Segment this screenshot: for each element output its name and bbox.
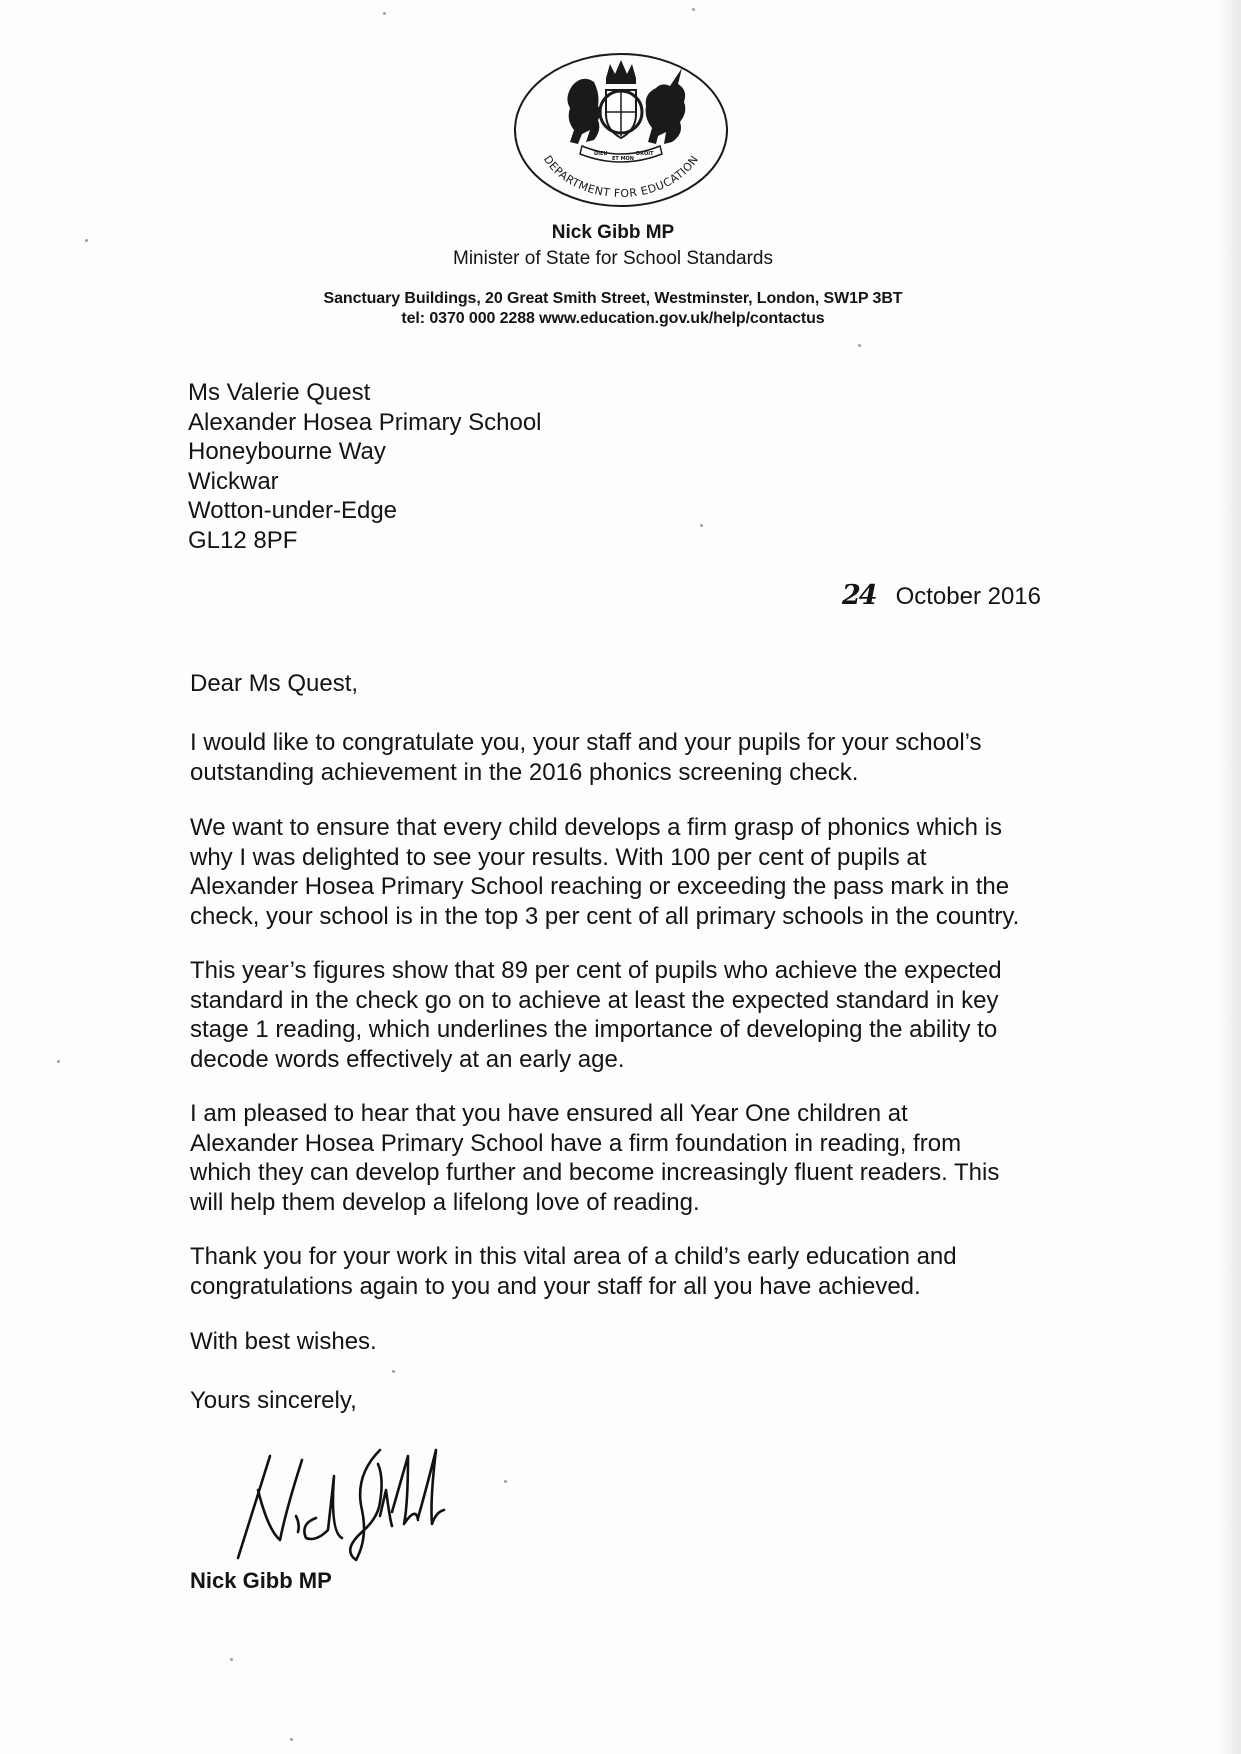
paragraph-line: will help them develop a lifelong love of reading. — [190, 1188, 700, 1216]
signature-drawing — [230, 1420, 460, 1570]
paragraph-congratulations — [190, 728, 1190, 787]
royal-coat-of-arms-icon — [512, 50, 730, 210]
handwritten-signature — [230, 1420, 460, 1570]
scan-speck — [230, 1658, 233, 1661]
paragraph-line: Alexander Hosea Primary School have a firm foundation in reading, from — [190, 1129, 962, 1157]
paragraph-line: I would like to congratulate you, your staff and your pupils for your school’s — [190, 729, 982, 756]
paragraph-line: check, your school is in the top 3 per cent of all primary schools in the country. — [190, 902, 1020, 930]
motto-right-text: DROIT — [636, 151, 654, 157]
recipient-town: Wickwar — [188, 467, 279, 495]
recipient-postcode: GL12 8PF — [188, 526, 298, 554]
paragraph-line: Alexander Hosea Primary School reaching or exceeding the pass mark in the — [190, 873, 1010, 900]
recipient-name: Ms Valerie Quest — [188, 379, 371, 406]
salutation: Dear Ms Quest, — [190, 670, 359, 697]
department-contact: tel: 0370 000 2288 www.education.gov.uk/help/contactus — [401, 310, 825, 327]
paragraph-line: outstanding achievement in the 2016 phonics screening check. — [190, 758, 859, 786]
paragraph-figures — [190, 956, 1190, 1074]
paragraph-line: which they can develop further and become increasingly fluent readers. This — [190, 1159, 1000, 1186]
scan-speck — [504, 1480, 507, 1483]
department-address: Sanctuary Buildings, 20 Great Smith Street, Westminster, London, SW1P 3BT — [323, 290, 903, 307]
letter-date — [842, 580, 1041, 611]
minister-title: Minister of State for School Standards — [453, 248, 773, 269]
paragraph-line: This year’s figures show that 89 per cent of pupils who achieve the expected — [190, 957, 1002, 984]
paragraph-line: why I was delighted to see your results. With 100 per cent of pupils at — [190, 843, 927, 871]
paragraph-line: congratulations again to you and your staff for all you have achieved. — [190, 1272, 921, 1300]
recipient-school: Alexander Hosea Primary School — [188, 408, 542, 436]
minister-name: Nick Gibb MP — [551, 222, 675, 243]
scan-speck — [700, 524, 703, 527]
recipient-district: Wotton-under-Edge — [188, 497, 398, 524]
paragraph-thanks — [190, 1242, 1190, 1301]
scan-speck — [392, 1370, 395, 1373]
closing-wishes: With best wishes. — [190, 1328, 377, 1355]
paragraph-line: I am pleased to hear that you have ensured all Year One children at — [190, 1100, 908, 1127]
scan-speck — [858, 344, 861, 347]
recipient-address — [188, 378, 542, 555]
department-arc-text: DEPARTMENT FOR EDUCATION — [540, 153, 702, 201]
scan-speck — [383, 12, 386, 15]
motto-center-text: ET MON — [612, 156, 634, 162]
scan-speck — [290, 1738, 293, 1741]
scan-speck — [692, 8, 695, 11]
motto-left-text: DIEU — [594, 151, 608, 157]
scan-speck — [57, 1060, 60, 1063]
handwritten-date-day: 24 — [841, 580, 876, 611]
recipient-street: Honeybourne Way — [188, 438, 386, 465]
paragraph-foundation — [190, 1099, 1190, 1217]
closing-sign-off: Yours sincerely, — [190, 1387, 357, 1414]
paragraph-line: Thank you for your work in this vital area of a child’s early education and — [190, 1243, 957, 1270]
paragraph-results — [190, 813, 1190, 931]
department-crest — [512, 50, 730, 210]
paragraph-line: standard in the check go on to achieve at least the expected standard in key — [190, 986, 999, 1014]
paragraph-line: decode words effectively at an early age. — [190, 1045, 625, 1073]
paragraph-line: stage 1 reading, which underlines the importance of developing the ability to — [190, 1016, 998, 1043]
date-month-year: October 2016 — [895, 583, 1041, 610]
signer-name: Nick Gibb MP — [190, 1568, 332, 1593]
paragraph-line: We want to ensure that every child develops a firm grasp of phonics which is — [190, 814, 1002, 841]
